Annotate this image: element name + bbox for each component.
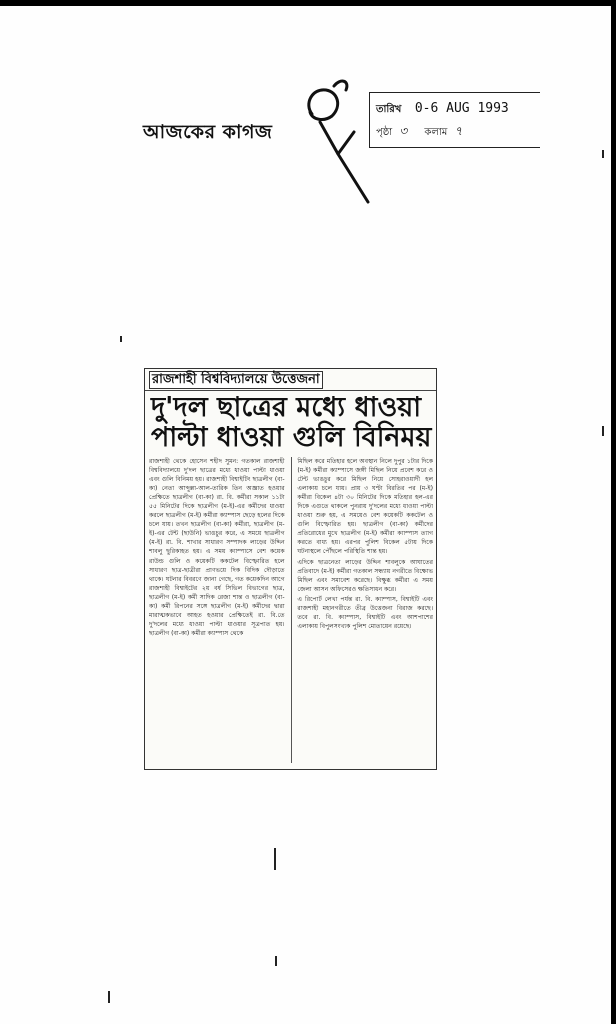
article-headline [151, 393, 433, 453]
headline-line-2: পাল্টা ধাওয়া গুলি বিনিময় [151, 422, 432, 453]
article-column-1 [149, 457, 285, 763]
scan-speck [602, 426, 604, 436]
article-kicker: রাজশাহী বিশ্ববিদ্যালয়ে উত্তেজনা [145, 369, 436, 391]
newspaper-name: আজকের কাগজ [143, 121, 273, 143]
news-clipping [144, 368, 437, 770]
stamp-page-value: ৩ [399, 124, 408, 138]
stamp-column-value: ৭ [454, 124, 463, 138]
scan-speck [274, 848, 276, 870]
headline-line-1: দু'দল ছাত্রের মধ্যে ধাওয়া [151, 392, 422, 423]
scan-speck [108, 991, 110, 1003]
scan-speck [275, 956, 277, 966]
date-stamp [369, 92, 540, 148]
scan-speck [120, 336, 122, 342]
handwritten-number [298, 76, 378, 206]
col2-paragraph: মিছিল করে মতিহার হলে অবস্থান নিলে দুপুর ১টার দিকে (ম-ই) কর্মীরা ক্যাম্পাসে জঙ্গী মিছিল নিয়ে প্রবেশ করে ও টেন্ট ভাঙচুর করে মিছিল নিয়ে সোহরাওয়ার্দী হল এলাকায় চলে যায়। প্রায় ৩ ঘণ্টা বিরতির পর (ম-ই) কর্মীরা বিকেল ৪টা ৩০ মিনিটের দিকে মতিহার হল-এর দিকে এগুতে থাকলে পুনরায় দু'দলের মধ্যে ধাওয়া পাল্টা ধাওয়া শুরু হয়, এ সময়েও বেশ কয়েকটি ককটেল ও গুলি বিস্ফোরিত হয়। ছাত্রলীগ (বা-কা) কর্মীদের প্রতিরোধের মুখে ছাত্রলীগ (ম-ই) কর্মীরা ক্যাম্পাস ত্যাগ করতে বাধ্য হয়। এরপর পুলিশ বিকেল ৫টায় দিকে ঘটনাস্থলে পৌঁছলে পরিস্থিতি শান্ত হয়। [297, 458, 434, 556]
scanned-page [0, 6, 611, 1024]
stamp-page-row [376, 123, 462, 143]
stamp-date-row [376, 101, 509, 119]
col2-paragraph: এ রিপোর্ট লেখা পর্যন্ত রা. বি. ক্যাম্পাস, বিশ্বাইটি এবং রাজশাহী মহানগরীতে তীব্র উত্তেজনা বিরাজ করছে। তবে রা. বি. ক্যাম্পাস, বিশ্বাইটি এবং আশপাশের এলাকায় বিপুলসংখ্যক পুলিশ মোতায়েন রয়েছে। [297, 595, 434, 630]
column-divider [291, 457, 292, 763]
stamp-page-label: পৃষ্ঠা [376, 127, 393, 138]
stamp-column-label: কলাম [424, 127, 448, 138]
article-body [149, 457, 433, 763]
col1-paragraph: রাজশাহী থেকে হোসেন শহীদ সুমন: গতকাল রাজশাহী বিশ্ববিদ্যালয়ে দু'দল ছাত্রের মধ্যে ধাওয়া পাল্টা ধাওয়া এবং গুলি বিনিময় হয়। রাজশাহী বিশ্বাইটিং ছাত্রলীগ (বা-কা) নেতা আব্দুল্লা-আল-তারিক তিন অজ্ঞাত হওয়ার প্রেক্ষিতে ছাত্রলীগ (বা-কা) রা. বি. কর্মীরা সকাল ১১টা ৫৫ মিনিটের দিকে ছাত্রলীগ (ম-ই)-এর কর্মীদের ধাওয়া করলে ছাত্রলীগ (ম-ই) কর্মীরা ক্যাম্পাস ছেড়ে হলের দিকে চলে যায়। তখন ছাত্রলীগ (বা-কা) কর্মীরা, ছাত্রলীগ (ম-ই)-এর টেন্ট (ছাউনি) ভাঙচুর করে, এ সময়ে ছাত্রলীগ (ম-ই) রা. বি. শাখার সাধারণ সম্পাদক লাড়ের উদ্দিন শাবলু ছুরিকাহত হয়। এ সময় ক্যাম্পাসে বেশ কয়েক রাউন্ড গুলি ও কয়েকটি ককটেল বিস্ফোরিত হলে সাধারণ ছাত্র-ছাত্রীরা প্রাণভয়ে দিক বিদিক দৌড়াতে থাকে। ঘটনার বিবরণে জানা গেছে, গত কয়েকদিন আগে রাজশাহী বিশ্বাইটের ২য় বর্ষ সিভিল বিভাগের ছাত্র, ছাত্রলীগ (ম-ই) কর্মী সাদিক রেজা শান্ত ও ছাত্রলীগ (বা-কা) কর্মী রিপনের সঙ্গে ছাত্রলীগ (ম-ই) কর্মীদের দ্বারা মারাত্মকভাবে আহত হওয়ার প্রেক্ষিতেই রা. বি.তে দু'দলের মধ্যে ধাওয়া পাল্টা ধাওয়ার সূত্রপাত হয়। ছাত্রলীগ (বা-কা) কর্মীরা ক্যাম্পাস থেকে [149, 458, 285, 637]
col2-paragraph: এদিকে ছাত্রনেতা লাড়ের উদ্দিন শাবলুকে আঘাতের প্রতিবাদে (ম-ই) কর্মীরা গতকাল সন্ধ্যায় নগরীতে বিক্ষোভ মিছিল এবং সমাবেশ করেছে। বিক্ষুব্ধ কর্মীরা এ সময় জেলা আসন অফিসেরও ক্ষতিসাধন করে। [297, 558, 434, 593]
scan-speck [602, 150, 604, 158]
article-column-2 [297, 457, 433, 763]
stamp-date-value: 0-6 AUG 1993 [414, 101, 509, 116]
stamp-date-label: তারিখ [376, 104, 402, 115]
